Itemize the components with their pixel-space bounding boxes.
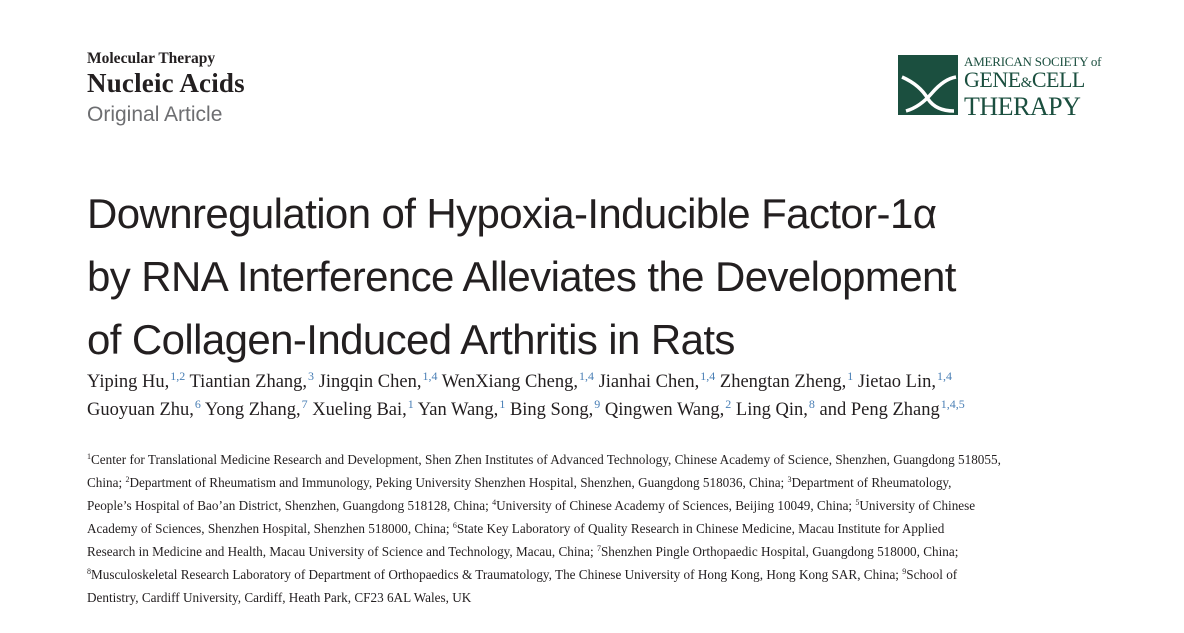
affiliation-number: 4 bbox=[492, 498, 497, 507]
affiliation-number: 3 bbox=[787, 475, 792, 484]
affiliation-line: China; $^2$Department of Rheumatism and Immunology, Peking University Shenzhen Hospital, Shenzhen, Guangdong 518036, China; $^3$Department of Rheumatology, bbox=[87, 475, 952, 490]
logo-therapy-line: THERAPY bbox=[964, 92, 1081, 121]
author-name: WenXiang Cheng,$^{1,4}$ bbox=[441, 369, 594, 392]
affiliation-line: $^1$Center for Translational Medicine Research and Development, Shen Zhen Institutes of Advanced Technology, Chinese Academy of Science, Shenzhen, Guangdong 518055, bbox=[87, 452, 1001, 467]
author-name: Zhengtan Zheng,$^1$ bbox=[719, 369, 854, 392]
asgct-logo bbox=[898, 54, 1103, 121]
author-list bbox=[87, 368, 1107, 424]
author-affiliation-marker[interactable]: 1,4 bbox=[937, 369, 952, 383]
affiliation-number: 9 bbox=[902, 567, 907, 576]
article-type-label: Original Article bbox=[87, 103, 223, 126]
affiliation-line: $^8$Musculoskeletal Research Laboratory of Department of Orthopaedics & Traumatology, The Chinese University of Hong Kong, Hong Kong SAR, China; $^9$School of bbox=[87, 567, 958, 582]
author-name: Guoyuan Zhu,$^6$ bbox=[87, 397, 201, 420]
affiliation-line: Academy of Sciences, Shenzhen Hospital, Shenzhen 518000, China; $^6$State Key Laboratory of Quality Research in Chinese Medicine, Macau Institute for Applied bbox=[87, 521, 945, 536]
author-affiliation-marker[interactable]: 1,4 bbox=[700, 369, 716, 383]
asgct-logo-wordmark bbox=[964, 54, 1101, 120]
author-name: Yan Wang,$^1$ bbox=[417, 397, 506, 420]
author-affiliation-marker[interactable]: 1,4,5 bbox=[940, 397, 965, 411]
article-title bbox=[87, 182, 1107, 371]
author-name: Xueling Bai,$^1$ bbox=[312, 397, 414, 420]
asgct-logo-icon bbox=[898, 55, 958, 115]
author-name: Bing Song,$^9$ bbox=[509, 397, 601, 420]
author-name: and Peng Zhang$^{1,4,5}$ bbox=[819, 397, 965, 420]
author-affiliation-marker[interactable]: 1,4 bbox=[578, 369, 594, 383]
journal-series-name: Molecular Therapy bbox=[87, 50, 216, 67]
author-name: Jingqin Chen,$^{1,4}$ bbox=[318, 369, 438, 392]
article-title-line: of Collagen-Induced Arthritis in Rats bbox=[87, 316, 735, 363]
journal-header bbox=[87, 50, 245, 128]
logo-society-line: AMERICAN SOCIETY of bbox=[964, 54, 1102, 69]
affiliation-number: 8 bbox=[87, 567, 91, 576]
logo-gene-cell-line: GENE&CELL bbox=[964, 67, 1085, 92]
author-affiliation-marker[interactable]: 8 bbox=[808, 397, 815, 411]
author-affiliation-marker[interactable]: 1 bbox=[499, 397, 506, 411]
affiliation-number: 2 bbox=[125, 475, 130, 484]
affiliation-number: 7 bbox=[596, 544, 601, 553]
affiliation-line: Research in Medicine and Health, Macau University of Science and Technology, Macau, China; $^7$Shenzhen Pingle Orthopaedic Hospital, Guangdong 518000, China; bbox=[87, 544, 959, 559]
affiliation-number: 5 bbox=[855, 498, 860, 507]
affiliation-line: Dentistry, Cardiff University, Cardiff, Heath Park, CF23 6AL Wales, UK bbox=[87, 590, 472, 605]
author-name: Jianhai Chen,$^{1,4}$ bbox=[598, 369, 716, 392]
author-name: Jietao Lin,$^{1,4}$ bbox=[857, 369, 952, 392]
author-affiliation-marker[interactable]: 6 bbox=[194, 397, 201, 411]
affiliation-number: 1 bbox=[87, 452, 91, 461]
author-name: Yong Zhang,$^7$ bbox=[204, 397, 308, 420]
article-title-line: Downregulation of Hypoxia-Inducible Factor-1α bbox=[87, 190, 937, 237]
journal-name: Nucleic Acids bbox=[87, 68, 245, 98]
author-affiliation-marker[interactable]: 3 bbox=[308, 369, 315, 383]
affiliation-list bbox=[87, 448, 1099, 609]
author-affiliation-marker[interactable]: 7 bbox=[301, 397, 308, 411]
author-affiliation-marker[interactable]: 9 bbox=[594, 397, 601, 411]
author-row bbox=[87, 368, 1107, 396]
author-name: Ling Qin,$^8$ bbox=[735, 397, 815, 420]
author-affiliation-marker[interactable]: 1 bbox=[847, 369, 854, 383]
author-affiliation-marker[interactable]: 1,4 bbox=[422, 369, 438, 383]
author-name: Tiantian Zhang,$^3$ bbox=[189, 369, 315, 392]
author-name: Yiping Hu,$^{1,2}$ bbox=[87, 369, 186, 392]
author-name: Qingwen Wang,$^2$ bbox=[604, 397, 732, 420]
author-row bbox=[87, 396, 1107, 424]
author-affiliation-marker[interactable]: 2 bbox=[725, 397, 732, 411]
article-title-line: by RNA Interference Alleviates the Development bbox=[87, 253, 956, 300]
affiliation-number: 6 bbox=[452, 521, 457, 530]
author-affiliation-marker[interactable]: 1 bbox=[407, 397, 414, 411]
author-affiliation-marker[interactable]: 1,2 bbox=[170, 369, 186, 383]
affiliation-line: People’s Hospital of Bao’an District, Shenzhen, Guangdong 518128, China; $^4$University of Chinese Academy of Sciences, Beijing 10049, China; $^5$University of Chinese bbox=[87, 498, 976, 513]
